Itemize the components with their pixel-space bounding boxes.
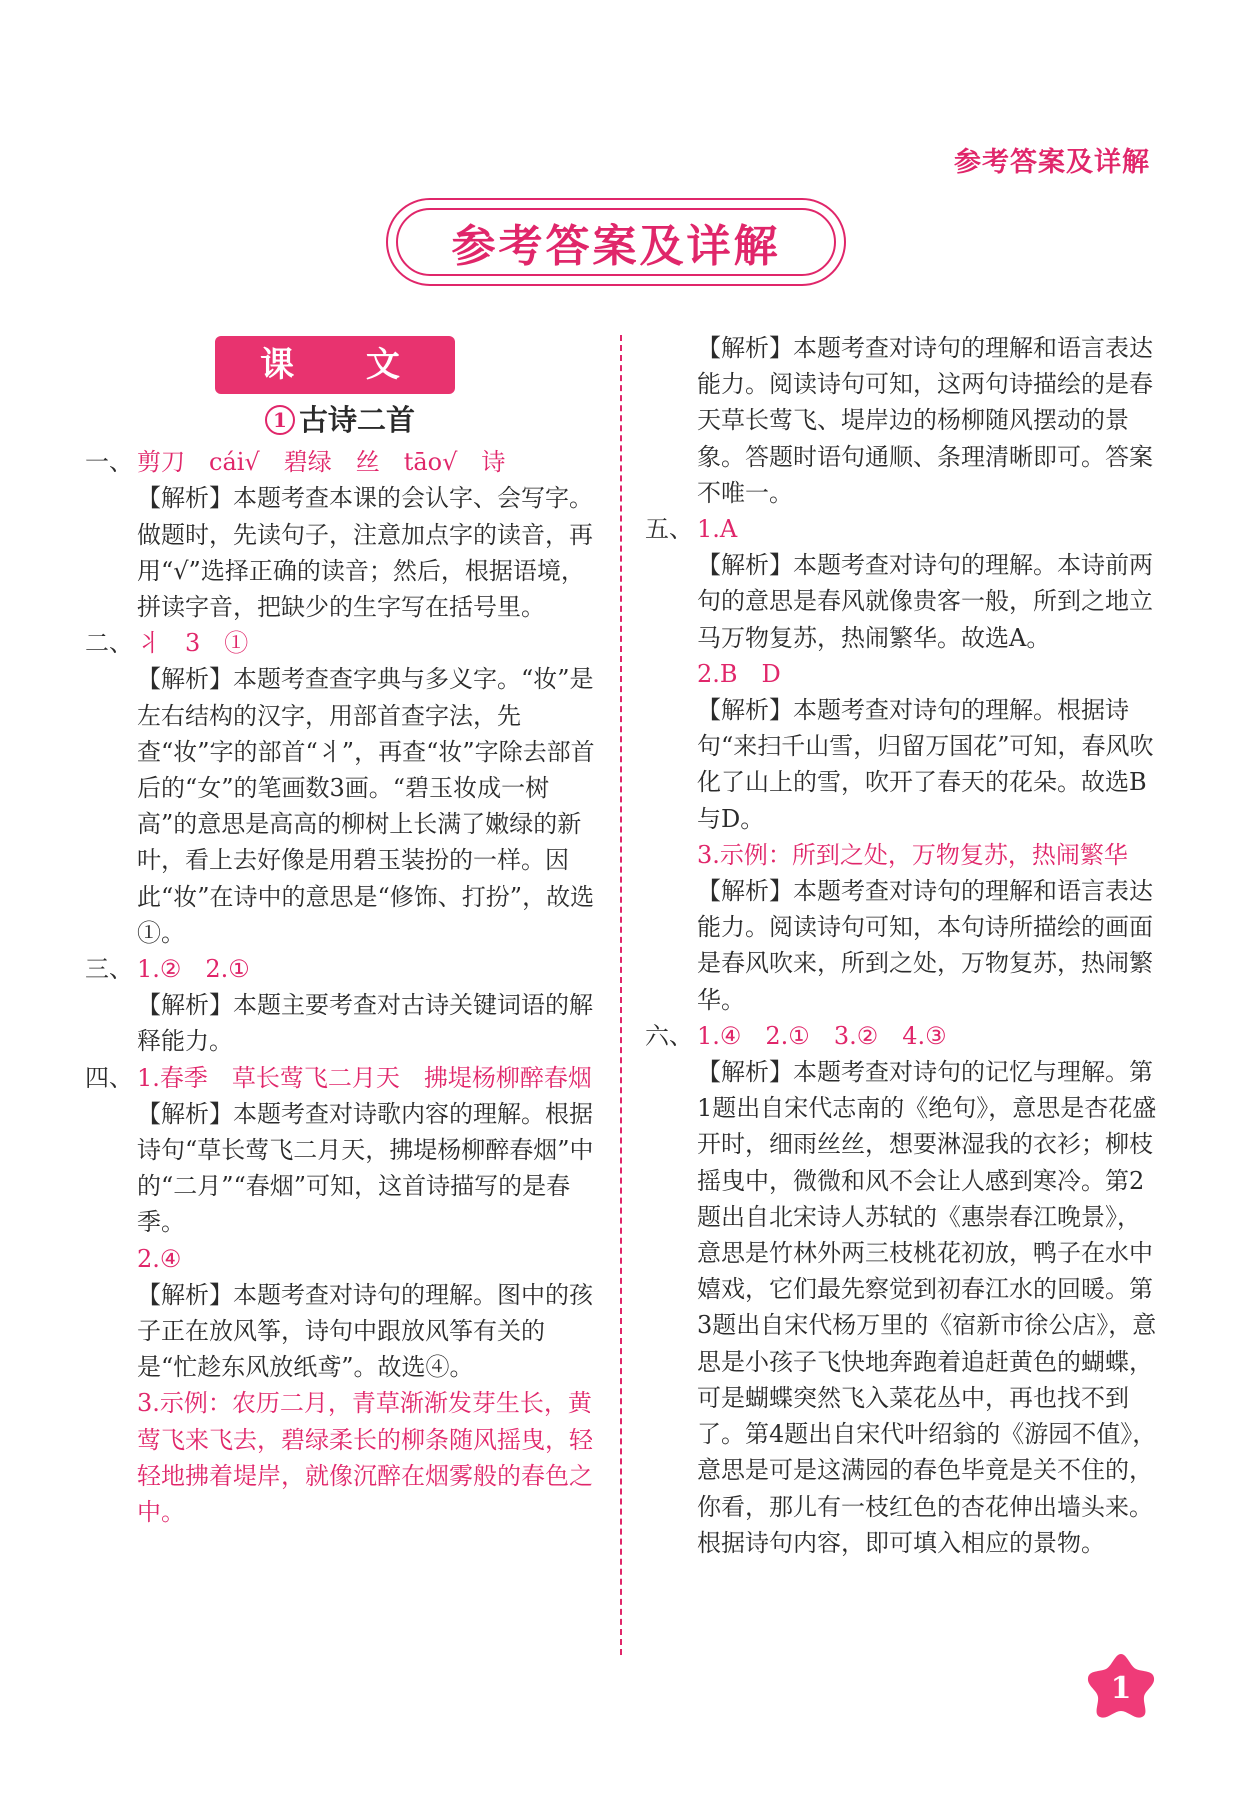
- analysis: 【解析】本题考查对诗句的理解。本诗前两句的意思是春风就像贵客一般，所到之地立马万物复苏，热闹繁华。故选A。: [697, 551, 1153, 652]
- right-column: [645, 330, 1160, 1561]
- analysis: 【解析】本题考查对诗句的理解和语言表达能力。阅读诗句可知，这两句诗描绘的是春天草长莺飞、堤岸边的杨柳随风摆动的景象。答题时语句通顺、条理清晰即可。答案不唯一。: [697, 334, 1153, 507]
- question-label: 一、: [85, 448, 133, 477]
- question-4: [85, 1060, 595, 1531]
- answer: 剪刀 cái√ 碧绿 丝 tāo√ 诗: [137, 448, 506, 477]
- left-column: [85, 330, 595, 1530]
- lesson-title: [85, 402, 595, 438]
- answer: 1.A: [697, 515, 738, 544]
- question-label: 五、: [645, 515, 693, 544]
- main-title-frame: [386, 198, 846, 286]
- running-header: 参考答案及详解: [954, 147, 1150, 178]
- answer: 3.示例：所到之处，万物复苏，热闹繁华: [697, 840, 1128, 869]
- question-label: 四、: [85, 1063, 133, 1092]
- answer: 2.④: [137, 1244, 182, 1273]
- answer: 1.春季 草长莺飞二月天 拂堤杨柳醉春烟: [137, 1063, 592, 1092]
- question-5: [645, 511, 1160, 1018]
- analysis: 【解析】本题考查对诗歌内容的理解。根据诗句“草长莺飞二月天，拂堤杨柳醉春烟”中的“二月”“春烟”可知，这首诗描写的是春季。: [137, 1099, 594, 1237]
- analysis: 【解析】本题考查本课的会认字、会写字。做题时，先读句子，注意加点字的读音，再用“√”选择正确的读音；然后，根据语境，拼读字音，把缺少的生字写在括号里。: [137, 484, 593, 622]
- analysis: 【解析】本题考查对诗句的理解。图中的孩子正在放风筝，诗句中跟放风筝有关的是“忙趁东风放纸鸢”。故选④。: [137, 1280, 593, 1382]
- question-3: [85, 951, 595, 1060]
- analysis: 【解析】本题主要考查对古诗关键词语的解释能力。: [137, 991, 593, 1056]
- analysis: 【解析】本题考查查字典与多义字。“妆”是左右结构的汉字，用部首查字法，先查“妆”字的部首“丬”，再查“妆”字除去部首后的“女”的笔画数3画。“碧玉妆成一树高”的意思是高高的柳树上长满了嫩绿的新叶，看上去好像是用碧玉装扮的一样。因此“妆”在诗中的意思是“修饰、打扮”，故选①。: [137, 665, 595, 947]
- section-banner: 课 文: [215, 336, 455, 394]
- question-6: [645, 1018, 1160, 1561]
- lesson-number: 1: [265, 405, 295, 435]
- column-divider: [620, 335, 622, 1655]
- answer: 1.② 2.①: [137, 955, 250, 984]
- lesson-name: 古诗二首: [298, 403, 415, 437]
- analysis: 【解析】本题考查对诗句的理解。根据诗句“来扫千山雪，归留万国花”可知，春风吹化了山上的雪，吹开了春天的花朵。故选B与D。: [697, 696, 1154, 833]
- analysis: 【解析】本题考查对诗句的记忆与理解。第1题出自宋代志南的《绝句》，意思是杏花盛开时，细雨丝丝，想要淋湿我的衣衫；柳枝摇曳中，微微和风不会让人感到寒冷。第2题出自北宋诗人苏轼的《惠崇春江晚景》，意思是竹林外两三枝桃花初放，鸭子在水中嬉戏，它们最先察觉到初春江水的回暖。第3题出自宋代杨万里的《宿新市徐公店》，意思是小孩子飞快地奔跑着追赶黄色的蝴蝶，可是蝴蝶突然飞入菜花丛中，再也找不到了。第4题出自宋代叶绍翁的《游园不值》，意思是可是这满园的春色毕竟是关不住的，你看，那儿有一枝红色的杏花伸出墙头来。根据诗句内容，即可填入相应的景物。: [697, 1058, 1157, 1557]
- question-label: 二、: [85, 629, 133, 658]
- page-number-badge: [1086, 1650, 1156, 1720]
- answer: 2.B D: [697, 659, 781, 688]
- page-number: 1: [1110, 1670, 1132, 1706]
- answer: 3.示例：农历二月，青草渐渐发芽生长，黄莺飞来飞去，碧绿柔长的柳条随风摇曳，轻轻地拂着堤岸，就像沉醉在烟雾般的春色之中。: [137, 1389, 593, 1527]
- question-1: [85, 444, 595, 625]
- question-2: [85, 625, 595, 951]
- answer: 1.④ 2.① 3.② 4.③: [697, 1021, 947, 1050]
- question-label: 六、: [645, 1021, 693, 1050]
- question-label: 三、: [85, 955, 133, 984]
- analysis: 【解析】本题考查对诗句的理解和语言表达能力。阅读诗句可知，本句诗所描绘的画面是春风吹来，所到之处，万物复苏，热闹繁华。: [697, 877, 1153, 1014]
- main-title: 参考答案及详解: [396, 208, 836, 276]
- answer: 丬 3 ①: [137, 629, 249, 658]
